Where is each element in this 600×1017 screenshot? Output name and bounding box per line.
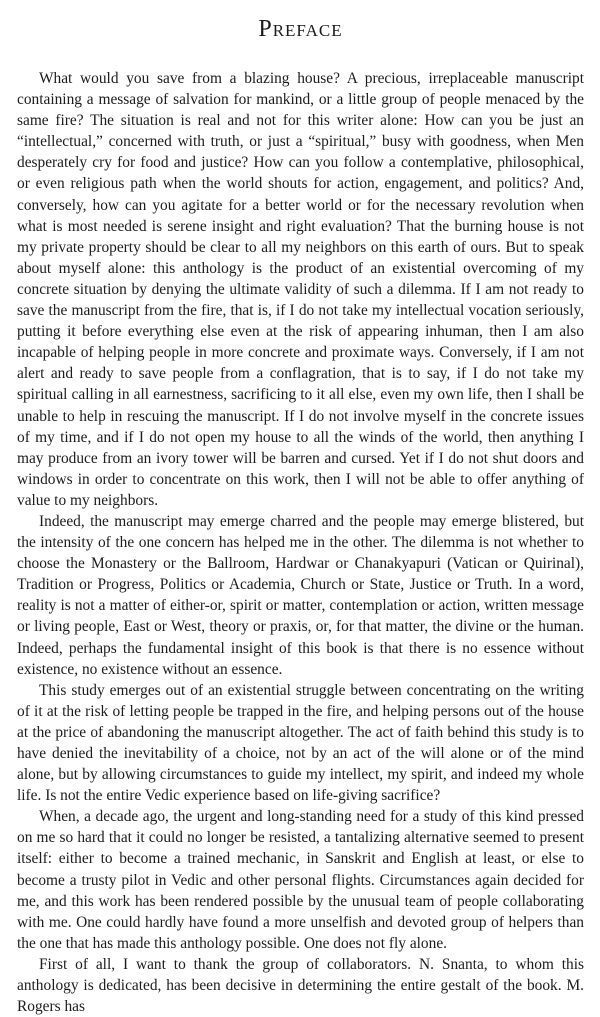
page-title: Preface xyxy=(258,16,343,42)
paragraph-4: When, a decade ago, the urgent and long-standing need for a study of this kind pressed on me so hard that it could no longer be resisted, a tantalizing alternative seemed to present itself: either to become a trained mechanic, in Sanskrit and English at least, or else to become a trusty pilot in Vedic and other personal flights. Circumstances again decided for me, and this work has been rendered possible by the unusual team of people collaborating with me. One could hardly have found a more unselfish and devoted group of helpers than the one that has made this anthology possible. One does not fly alone. xyxy=(17,808,584,952)
paragraph-1: What would you save from a blazing house? A precious, irreplaceable manuscript containing a message of salvation for mankind, or a little group of people menaced by the same fire? The situation is real and not for this writer alone: How can you be just an “intellectual,” concerned with truth, or just a “spiritual,” busy with goodness, when Men desperately cry for food and justice? How can you follow a contemplative, philosophical, or even religious path when the world shouts for action, engagement, and politics? And, conversely, how can you agitate for a better world or for the necessary revolution when what is most needed is serene insight and right evaluation? That the burning house is not my private property should be clear to all my neighbors on this earth of ours. But to speak about myself alone: this anthology is the product of an existential overcoming of my concrete situation by denying the ultimate validity of such a dilemma. If I am not ready to save the manuscript from the fire, that is, if I do not take my intellectual vocation seriously, putting it before everything else even at the risk of appearing inhuman, then I am also incapable of helping people in more concrete and proximate ways. Conversely, if I am not alert and ready to save people from a conflagration, that is to say, if I do not take my spiritual calling in all earnestness, sacrificing to it all else, even my own life, then I shall be unable to help in rescuing the manuscript. If I do not involve myself in the concrete issues of my time, and if I do not open my house to all the winds of the world, then anything I may produce from an ivory tower will be barren and cursed. Yet if I do not shut doors and windows in order to concentrate on this work, then I will not be able to offer anything of value to my neighbors. xyxy=(17,70,584,509)
paragraph-3: This study emerges out of an existential struggle between concentrating on the writing of it at the risk of letting people be trapped in the fire, and helping persons out of the house at the price of abandoning the manuscript altogether. The act of faith behind this study is to have denied the inevitability of a choice, not by an act of the will alone or of the mind alone, but by allowing circumstances to guide my intellect, my spirit, and indeed my whole life. Is not the entire Vedic experience based on life-giving sacrifice? xyxy=(17,681,584,805)
paragraph-5: First of all, I want to thank the group of collaborators. N. Snanta, to whom this anthology is dedicated, has been decisive in determining the entire gestalt of the book. M. Rogers has xyxy=(17,955,584,1016)
paragraph-2: Indeed, the manuscript may emerge charred and the people may emerge blistered, but the intensity of the one concern has helped me in the other. The dilemma is not whether to choose the Monastery or the Ballroom, Hardwar or Chanakyapuri (Vatican or Quirinal), Tradition or Progress, Politics or Academia, Church or State, Justice or Truth. In a word, reality is not a matter of either-or, spirit or matter, contemplation or action, written message or living people, East or West, theory or praxis, or, for that matter, the divine or the human. Indeed, perhaps the fundamental insight of this book is that there is no essence without existence, no existence without an essence. xyxy=(17,512,584,678)
